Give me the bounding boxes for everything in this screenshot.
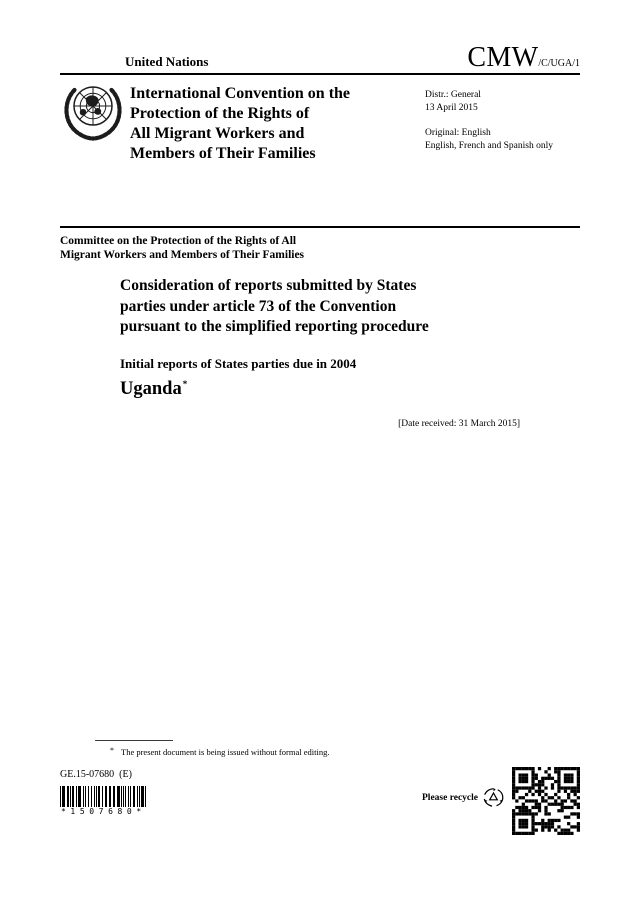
org-name: United Nations	[125, 54, 209, 69]
country-footnote-ref: *	[182, 379, 188, 389]
report-title	[120, 276, 429, 338]
convention-title-line: Protection of the Rights of	[130, 105, 310, 122]
original-language-line: Original: English	[425, 128, 491, 138]
barcode	[60, 786, 150, 807]
date-received: [Date received: 31 March 2015]	[398, 419, 520, 429]
country-name-text: Uganda	[120, 379, 182, 399]
languages-line: English, French and Spanish only	[425, 141, 553, 151]
report-title-line: parties under article 73 of the Convention	[120, 297, 397, 315]
footnote-divider	[95, 740, 173, 741]
qr-code	[512, 767, 580, 835]
header-divider	[60, 73, 580, 75]
document-symbol-main: CMW	[467, 42, 539, 73]
distribution-info	[425, 89, 553, 153]
convention-title-line: All Migrant Workers and	[130, 125, 305, 142]
distr-line: Distr.: General	[425, 90, 481, 100]
document-symbol	[467, 42, 580, 74]
convention-title-line: Members of Their Families	[130, 145, 316, 162]
footnote-text: The present document is being issued without formal editing.	[121, 747, 330, 757]
country-name	[120, 379, 187, 400]
section-divider	[60, 226, 580, 228]
convention-title	[130, 84, 430, 164]
committee-heading-line: Committee on the Protection of the Rights of All	[60, 235, 297, 247]
report-subtitle: Initial reports of States parties due in 2004	[120, 356, 357, 371]
committee-heading-line: Migrant Workers and Members of Their Families	[60, 248, 305, 261]
please-recycle	[422, 787, 505, 808]
please-recycle-label: Please recycle	[422, 792, 478, 803]
report-title-line: Consideration of reports submitted by States	[120, 277, 417, 294]
document-symbol-suffix: /C/UGA/1	[538, 58, 580, 69]
ge-number: GE.15-07680 (E)	[60, 769, 132, 780]
report-title-line: pursuant to the simplified reporting procedure	[120, 318, 429, 335]
footnote	[110, 746, 329, 757]
language-group	[425, 127, 553, 153]
distr-date-line: 13 April 2015	[425, 103, 478, 113]
barcode-digits: *1507680*	[61, 807, 146, 816]
recycle-icon	[482, 787, 505, 808]
distr-group	[425, 89, 553, 115]
committee-heading	[60, 235, 304, 262]
footnote-marker: *	[110, 746, 114, 755]
convention-title-line: International Convention on the	[130, 85, 351, 102]
un-emblem-icon	[61, 81, 125, 142]
